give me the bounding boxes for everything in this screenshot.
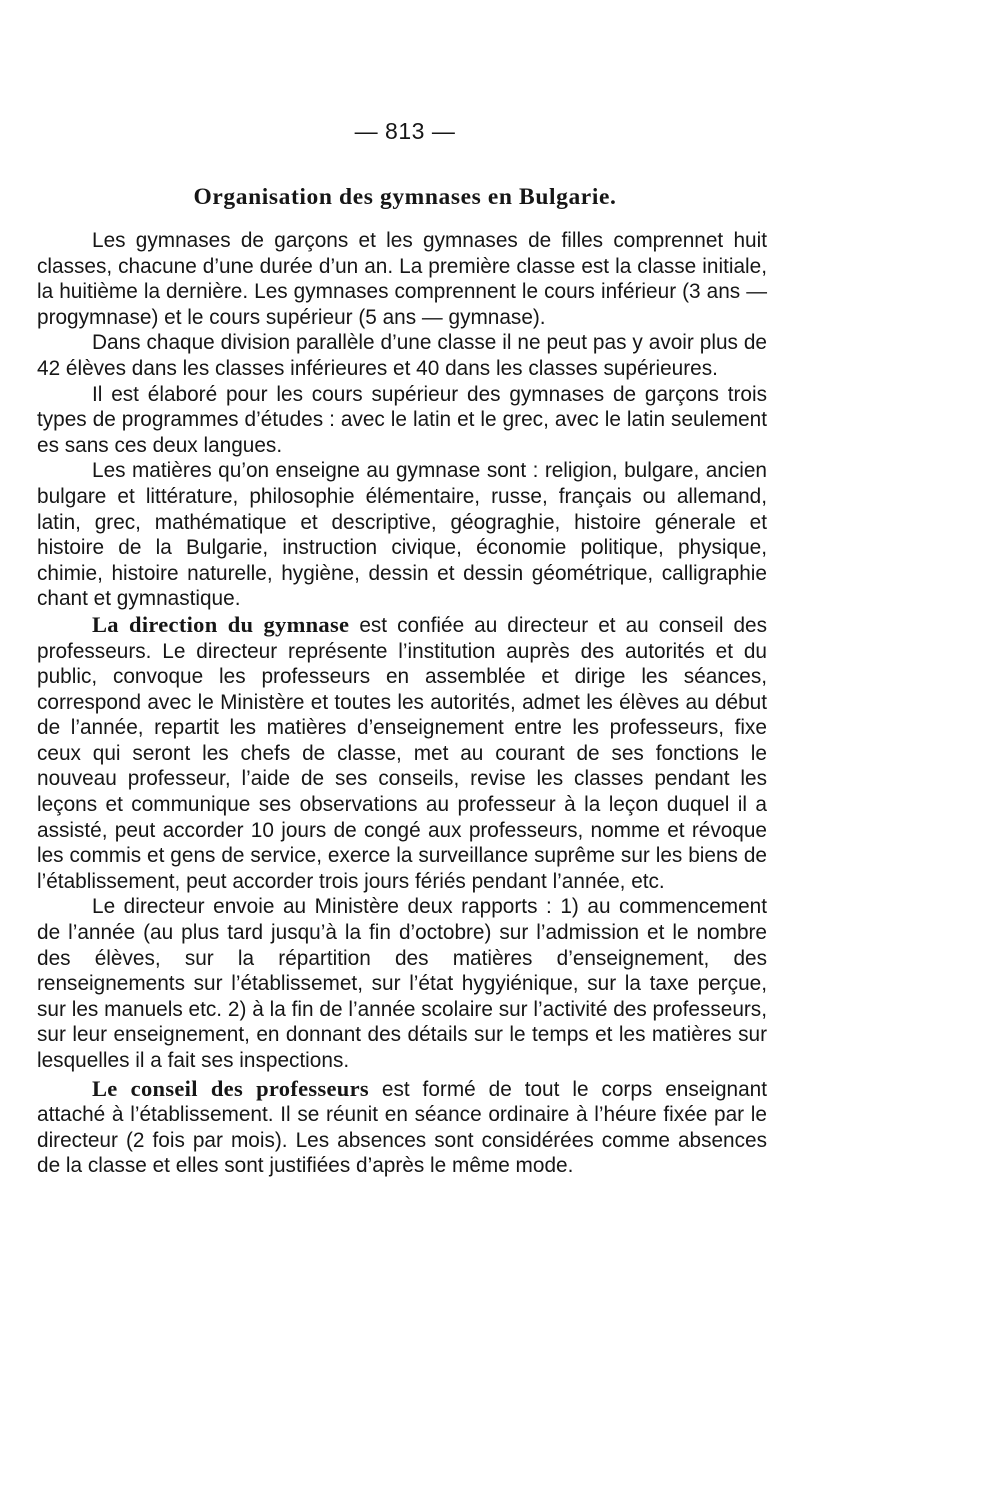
page-title: Organisation des gymnases en Bulgarie. (193, 184, 617, 210)
paragraph-text: est formé de tout le corps enseignant attaché à l’établissement. Il se réunit en séance ordinaire à l’héure fixée par le directeur (2 fois par mois). Les absences sont considérées comme absences de la classe et elles sont justifiées d’après le même mode. (37, 1077, 767, 1178)
paragraph-structure (37, 228, 767, 330)
paragraph-text: Les matières qu’on enseigne au gymnase sont : religion, bulgare, ancien bulgare et littérature, philosophie élémentaire, russe, français ou allemand, latin, grec, mathématique et descriptive, géograghie, histoire génerale et histoire de la Bulgarie, instruction civique, économie politique, physique, chimie, histoire naturelle, hygiène, dessin et dessin géométrique, calligraphie chant et gymnastique. (37, 459, 767, 611)
paragraph-programmes (37, 382, 767, 459)
paragraph-reports (37, 894, 767, 1073)
paragraph-text: Il est élaboré pour les cours supérieur des gymnases de garçons trois types de programmes d’études : avec le latin et le grec, avec le latin seulement es sans ces deux langues. (37, 382, 767, 457)
paragraph-direction (37, 612, 767, 895)
article-body (37, 228, 767, 1179)
page-number: — 813 — (354, 118, 456, 144)
paragraph-text: Le directeur envoie au Ministère deux rapports : 1) au commencement de l’année (au plus tard jusqu’à la fin d’octobre) sur l’admission et le nombre des élèves, sur la répartition des matières d’enseignement, des renseignements sur l’établissemet, sur l’état hygyiénique, sur la taxe perçue, sur les manuels etc. 2) à la fin de l’année scolaire sur l’activité des professeurs, sur leur enseignement, en donnant des détails sur le temps et les matières sur lesquelles il a fait ses inspections. (37, 895, 767, 1072)
paragraph-text: Les gymnases de garçons et les gymnases de filles comprennet huit classes, chacune d’une durée d’un an. La première classe est la classe initiale, la huitième la dernière. Les gymnases comprennent le cours inférieur (3 ans — progymnase) et le cours supérieur (5 ans — gymnase). (37, 229, 767, 329)
paragraph-council (37, 1076, 767, 1179)
paragraph-text: est confiée au directeur et au conseil des professeurs. Le directeur représente l’institution auprès des autorités et du public, convoque les professeurs en assemblée et dirige les séances, correspond avec le Ministère et toutes les autorités, admet les élèves au début de l’année, repartit les matières d’enseignement entre les professeurs, fixe ceux qui seront les chefs de classe, met au courant de ses fonctions le nouveau professeur, l’aide de ses conseils, revise les classes pendant les leçons et communique ses observations au professeur à la leçon duquel il a assisté, peut accorder 10 jours de congé aux professeurs, nomme et révoque les commis et gens de service, exerce la surveillance suprême sur les biens de l’établissement, peut accorder trois jours fériés pendant l’année, etc. (37, 613, 767, 893)
section-heading-council: Le conseil des professeurs (92, 1075, 369, 1101)
paragraph-subjects (37, 458, 767, 612)
paragraph-class-size (37, 330, 767, 381)
section-heading-direction: La direction du gymnase (92, 611, 350, 637)
paragraph-text: Dans chaque division parallèle d’une classe il ne peut pas y avoir plus de 42 élèves dans les classes inférieures et 40 dans les classes supérieures. (37, 331, 767, 380)
